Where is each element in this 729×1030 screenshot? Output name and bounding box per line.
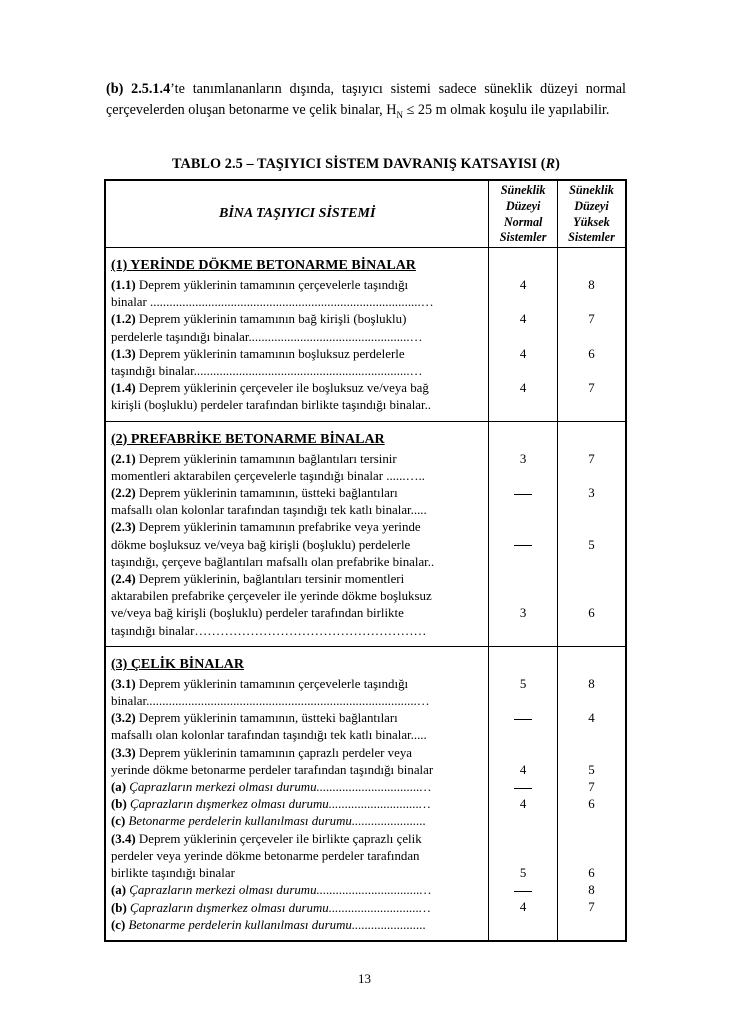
behavior-factor-table — [104, 179, 627, 942]
intro-tail: ≤ 25 m olmak koşulu ile yapılabilir. — [403, 102, 610, 118]
table-header-row — [105, 180, 626, 248]
header-normal: Süneklik Düzeyi Normal Sistemler — [489, 180, 558, 248]
section-title: (2) PREFABRİKE BETONARME BİNALAR — [111, 431, 385, 447]
section-3-high: 8 4 5 7 6 6 8 7 — [557, 646, 626, 941]
dash — [514, 494, 532, 495]
table-row — [105, 646, 626, 941]
intro-text: ’te tanımlananların dışında, taşıyıcı sistemi sadece süneklik düzeyi normal çerçevelerden oluşan betonarme ve çelik binalar, H — [106, 81, 626, 118]
dash — [514, 891, 532, 892]
section-2-high: 7 3 5 6 — [557, 421, 626, 646]
intro-paragraph — [106, 79, 626, 126]
section-3-cell: (3) ÇELİK BİNALAR (3.1) Deprem yüklerinin tamamının çerçevelerle taşındığı binalar....................................................................................… (3.2) Deprem yüklerinin tamamının, üstteki bağlantıları mafsallı olan kolonlar tarafından taşındığı tek katlı binalar..... (3.3) Deprem yüklerinin tamamının çaprazlı perdeler veya yerinde dökme betonarme perdeler tarafından taşındığı binalar (a) Çaprazların merkezi olması durumu................................… (b) Çaprazların dışmerkez olması durumu............................… (c) Betonarme perdelerin kullanılması durumu....................... (3.4) Deprem yüklerinin çerçeveler ile birlikte çaprazlı çelik perdeler veya yerinde dökme betonarme perdeler tarafından birlikte taşındığı binalar (a) Çaprazların merkezi olması durumu................................… (b) Çaprazların dışmerkez olması durumu............................… (c) Betonarme perdelerin kullanılması durumu....................... — [105, 646, 489, 941]
dash — [514, 719, 532, 720]
dash — [514, 788, 532, 789]
table-title: TABLO 2.5 – TAŞIYICI SİSTEM DAVRANIŞ KATSAYISI (R) — [172, 156, 560, 172]
section-1-normal: 4 4 4 4 — [489, 248, 558, 422]
section-2-normal: 3 3 — [489, 421, 558, 646]
dash — [514, 545, 532, 546]
page-number: 13 — [358, 971, 371, 986]
table-row — [105, 421, 626, 646]
section-2-cell: (2) PREFABRİKE BETONARME BİNALAR (2.1) Deprem yüklerinin tamamının bağlantıları tersinir momentleri aktarabilen çerçevelerle taşındığı binalar ......….. (2.2) Deprem yüklerinin tamamının, üstteki bağlantıları mafsallı olan kolonlar tarafından taşındığı tek katlı binalar..... (2.3) Deprem yüklerinin tamamının prefabrike veya yerinde dökme boşluksuz ve/veya bağ kirişli (boşluklu) perdelerle taşındığı, çerçeve bağlantıları mafsallı olan prefabrike binalar.. (2.4) Deprem yüklerinin, bağlantıları tersinir momentleri aktarabilen prefabrike çerçeveler ile yerinde dökme boşluksuz ve/veya bağ kirişli (boşluklu) perdeler tarafından birlikte taşındığı binalar……………………………………………… — [105, 421, 489, 646]
table-row — [105, 248, 626, 422]
section-title: (1) YERİNDE DÖKME BETONARME BİNALAR — [111, 258, 416, 273]
section-1-high: 8 7 6 7 — [557, 248, 626, 422]
section-1-cell: (1) YERİNDE DÖKME BETONARME BİNALAR (1.1) Deprem yüklerinin tamamının çerçevelerle taşındığı binalar ....................................................................................… (1.2) Deprem yüklerinin tamamının bağ kirişli (boşluklu) perdelerle taşındığı binalar..................................................… (1.3) Deprem yüklerinin tamamının boşluksuz perdelerle taşındığı binalar...................................................................… (1.4) Deprem yüklerinin çerçeveler ile boşluksuz ve/veya bağ kirişli (boşluklu) perdeler tarafından birlikte taşındığı binalar.. — [105, 248, 489, 422]
header-high: Süneklik Düzeyi Yüksek Sistemler — [557, 180, 626, 248]
section-title: (3) ÇELİK BİNALAR — [111, 656, 245, 672]
header-system: BİNA TAŞIYICI SİSTEMİ — [105, 180, 489, 248]
intro-sub: N — [396, 109, 404, 120]
intro-ref: (b) 2.5.1.4 — [106, 81, 171, 97]
section-3-normal: 5 4 4 5 4 — [489, 646, 558, 941]
